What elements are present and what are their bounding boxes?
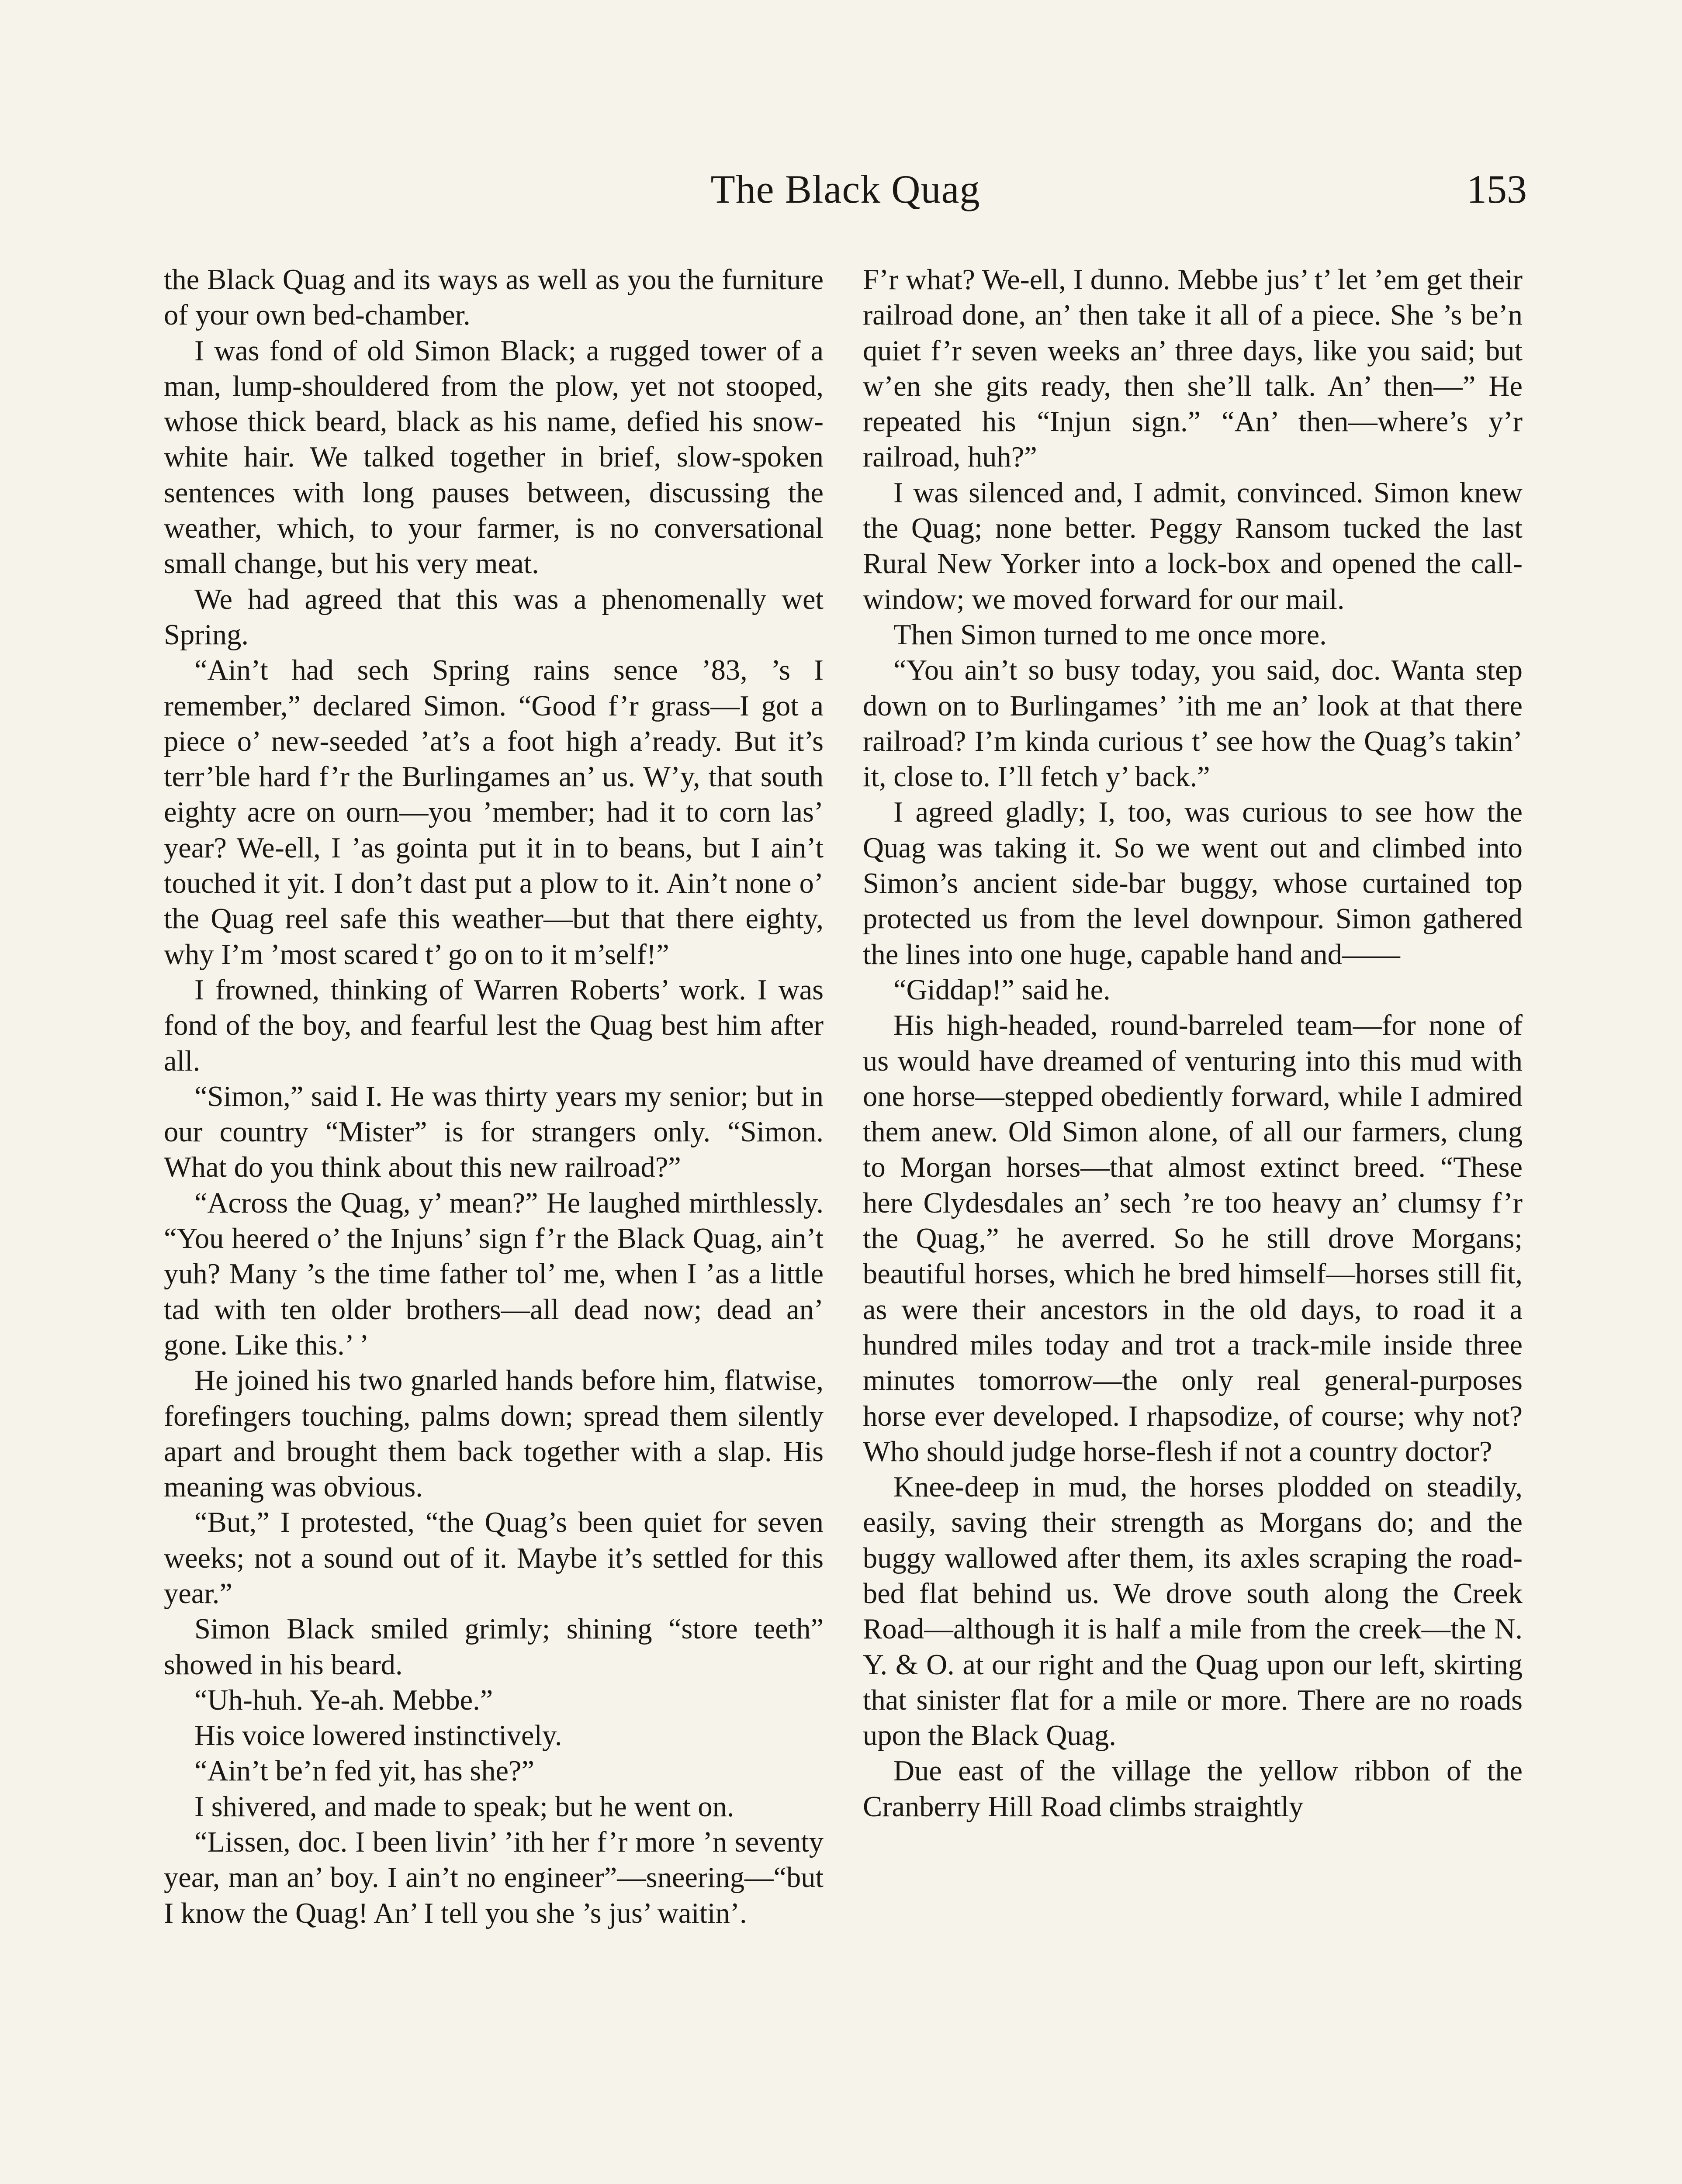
paragraph: I agreed gladly; I, too, was curious to see how the Quag was taking it. So we went out and climbed into Simon’s ancient side-bar buggy, whose curtained top protected us from the level downpour. Simon gathered the lines into one huge, capable hand and—— (863, 796, 1523, 971)
paragraph: the Black Quag and its ways as well as you the furniture of your own bed-chamber. (164, 264, 824, 332)
paragraph: F’r what? We-ell, I dunno. Mebbe jus’ t’ let ’em get their railroad done, an’ then take it all of a piece. She ’s be’n quiet f’r seven weeks an’ three days, like you said; but w’en she gits ready, then she’ll talk. An’ then—” He repeated his “Injun sign.” “An’ then—where’s y’r railroad, huh?” (863, 264, 1523, 473)
paragraph: Simon Black smiled grimly; shining “store teeth” showed in his beard. (164, 1613, 824, 1681)
left-column (164, 262, 824, 1931)
paragraph: Knee-deep in mud, the horses plodded on steadily, easily, saving their strength as Morgans do; and the buggy wallowed after them, its axles scraping the road-bed flat behind us. We drove south along the Creek Road—although it is half a mile from the creek—the N. Y. & O. at our right and the Quag upon our left, skirting that sinister flat for a mile or more. There are no roads upon the Black Quag. (863, 1471, 1523, 1752)
paragraph: “But,” I protested, “the Quag’s been quiet for seven weeks; not a sound out of it. Maybe it’s settled for this year.” (164, 1507, 824, 1610)
paragraph: Then Simon turned to me once more. (893, 619, 1327, 651)
running-title: The Black Quag (710, 167, 980, 211)
page-number: 153 (1467, 167, 1527, 211)
paragraph: “Ain’t had sech Spring rains sence ’83, ’s I remember,” declared Simon. “Good f’r grass—I got a piece o’ new-seeded ’at’s a foot high a’ready. But it’s terr’ble hard f’r the Burlingames an’ us. W’y, that south eighty acre on ourn—you ’member; had it to corn las’ year? We-ell, I ’as gointa put it in to beans, but I ain’t touched it yit. I don’t dast put a plow to it. Ain’t none o’ the Quag reel safe this weather—but that there eighty, why I’m ’most scared t’ go on to it m’self!” (164, 654, 824, 971)
paragraph: Due east of the village the yellow ribbon of the Cranberry Hill Road climbs straightly (863, 1755, 1523, 1823)
paragraph: We had agreed that this was a phenomenally wet Spring. (164, 583, 824, 651)
page-header (164, 166, 1527, 223)
paragraph: I frowned, thinking of Warren Roberts’ work. I was fond of the boy, and fearful lest the Quag best him after all. (164, 974, 824, 1077)
paragraph: He joined his two gnarled hands before him, flatwise, forefingers touching, palms down; spread them silently apart and brought them back together with a slap. His meaning was obvious. (164, 1365, 824, 1503)
paragraph: His voice lowered instinctively. (194, 1720, 562, 1752)
paragraph: “Uh-huh. Ye-ah. Mebbe.” (194, 1684, 493, 1716)
paragraph: I was silenced and, I admit, convinced. Simon knew the Quag; none better. Peggy Ransom tucked the last Rural New Yorker into a lock-box and opened the call-window; we moved forward for our mail. (863, 477, 1523, 615)
paragraph: “Lissen, doc. I been livin’ ’ith her f’r more ’n seventy year, man an’ boy. I ain’t no engineer”—sneering—“but I know the Quag! An’ I tell you she ’s jus’ waitin’. (164, 1826, 824, 1929)
paragraph: “Across the Quag, y’ mean?” He laughed mirthlessly. “You heered o’ the Injuns’ sign f’r the Black Quag, ain’t yuh? Many ’s the time father tol’ me, when I ’as a little tad with ten older brothers—all dead now; dead an’ gone. Like this.’ ’ (164, 1187, 824, 1361)
paragraph: “Ain’t be’n fed yit, has she?” (194, 1755, 535, 1787)
paragraph: “Simon,” said I. He was thirty years my senior; but in our country “Mister” is for strangers only. “Simon. What do you think about this new railroad?” (164, 1080, 824, 1184)
right-column (863, 262, 1523, 1825)
paragraph: “Giddap!” said he. (893, 974, 1111, 1006)
paragraph: I was fond of old Simon Black; a rugged tower of a man, lump-shouldered from the plow, yet not stooped, whose thick beard, black as his name, defied his snow-white hair. We talked together in brief, slow-spoken sentences with long pauses between, discussing the weather, which, to your farmer, is no conversational small change, but his very meat. (164, 335, 824, 580)
paragraph: I shivered, and made to speak; but he went on. (194, 1790, 734, 1823)
paragraph: His high-headed, round-barreled team—for none of us would have dreamed of venturing into this mud with one horse—stepped obediently forward, while I admired them anew. Old Simon alone, of all our farmers, clung to Morgan horses—that almost extinct breed. “These here Clydesdales an’ sech ’re too heavy an’ clumsy f’r the Quag,” he averred. So he still drove Morgans; beautiful horses, which he bred himself—horses still fit, as were their ancestors in the old days, to road it a hundred miles today and trot a track-mile inside three minutes tomorrow—the only real general-purposes horse ever developed. I rhapsodize, of course; why not? Who should judge horse-flesh if not a country doctor? (863, 1009, 1523, 1468)
paragraph: “You ain’t so busy today, you said, doc. Wanta step down on to Burlingames’ ’ith me an’ look at that there railroad? I’m kinda curious t’ see how the Quag’s takin’ it, close to. I’ll fetch y’ back.” (863, 654, 1523, 793)
